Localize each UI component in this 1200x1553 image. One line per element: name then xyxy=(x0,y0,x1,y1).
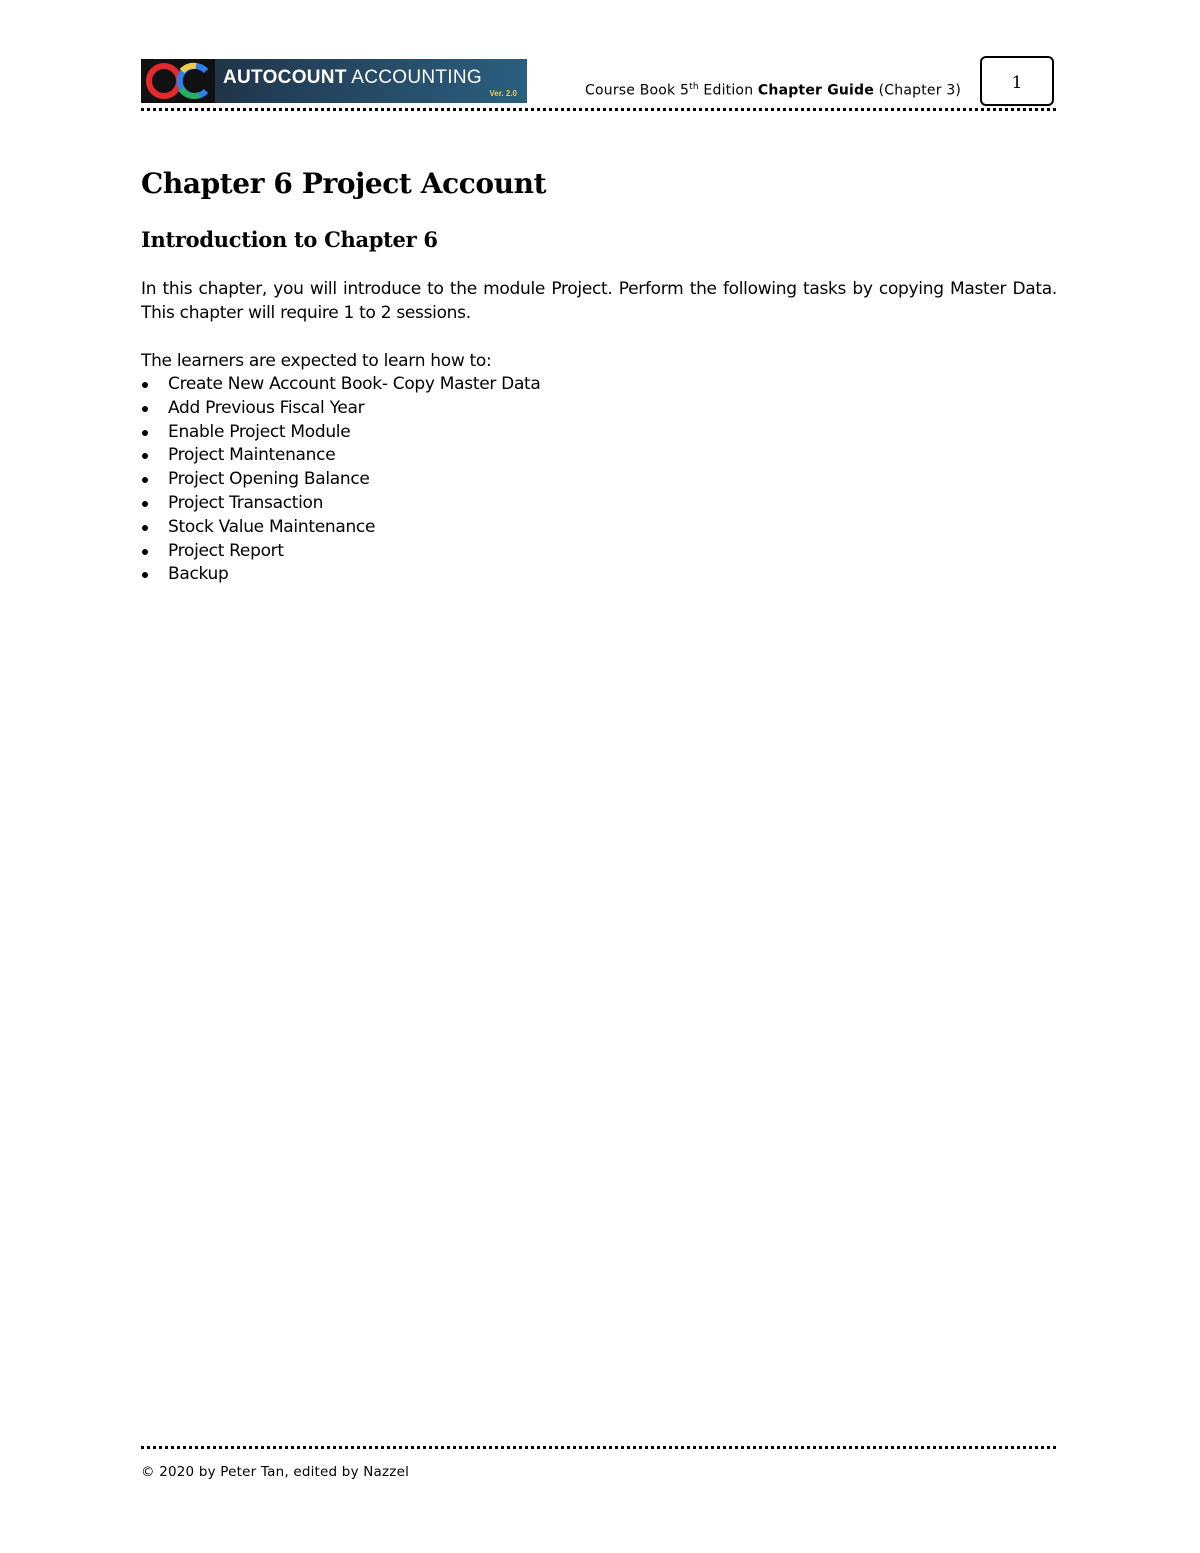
list-item xyxy=(141,444,1057,468)
course-prefix: Course Book 5 xyxy=(585,82,690,99)
page-header xyxy=(141,56,1056,112)
course-book-title xyxy=(585,82,961,99)
bullet-icon xyxy=(142,572,148,578)
logo-wordmark xyxy=(223,68,482,87)
course-superscript: th xyxy=(689,82,699,92)
logo-brand-bold: AUTOCOUNT xyxy=(223,66,347,88)
logo-rings-icon xyxy=(141,59,215,103)
list-item xyxy=(141,397,1057,421)
list-item xyxy=(141,421,1057,445)
logo-brand-light: ACCOUNTING xyxy=(351,66,482,88)
bullet-icon xyxy=(142,549,148,555)
intro-paragraph: In this chapter, you will introduce to the module Project. Perform the following tasks by copying Master Data. This chapter will require 1 to 2 sessions. xyxy=(141,279,1057,323)
list-item xyxy=(141,540,1057,564)
task-text: Enable Project Module xyxy=(168,421,351,442)
page-number: 1 xyxy=(980,56,1054,106)
section-title: Introduction to Chapter 6 xyxy=(141,227,438,252)
bullet-icon xyxy=(142,501,148,507)
list-item xyxy=(141,373,1057,397)
task-text: Project Transaction xyxy=(168,492,324,513)
chapter-reference: (Chapter 3) xyxy=(873,82,962,99)
logo-version: Ver. 2.0 xyxy=(489,89,517,98)
task-text: Project Report xyxy=(168,540,284,561)
course-edition: Edition xyxy=(698,82,758,99)
list-item xyxy=(141,516,1057,540)
bullet-icon xyxy=(142,406,148,412)
task-list xyxy=(141,373,1057,587)
list-item xyxy=(141,468,1057,492)
task-text: Stock Value Maintenance xyxy=(168,516,376,537)
footer-copyright: © 2020 by Peter Tan, edited by Nazzel xyxy=(141,1464,410,1480)
lead-text: The learners are expected to learn how to: xyxy=(141,351,492,371)
page-content xyxy=(141,160,1057,587)
list-item xyxy=(141,492,1057,516)
autocount-logo xyxy=(141,59,527,103)
bullet-icon xyxy=(142,477,148,483)
task-text: Backup xyxy=(168,564,229,585)
footer-divider xyxy=(141,1446,1056,1449)
bullet-icon xyxy=(142,430,148,436)
task-text: Create New Account Book- Copy Master Data xyxy=(168,374,541,394)
list-item xyxy=(141,563,1057,587)
task-text: Add Previous Fiscal Year xyxy=(168,397,365,418)
task-text: Project Opening Balance xyxy=(168,469,370,490)
bullet-icon xyxy=(142,453,148,459)
bullet-icon xyxy=(142,382,148,388)
header-divider xyxy=(141,108,1056,111)
chapter-title: Chapter 6 Project Account xyxy=(141,167,547,200)
bullet-icon xyxy=(142,525,148,531)
task-text: Project Maintenance xyxy=(168,445,336,466)
chapter-guide-label: Chapter Guide xyxy=(757,82,874,99)
